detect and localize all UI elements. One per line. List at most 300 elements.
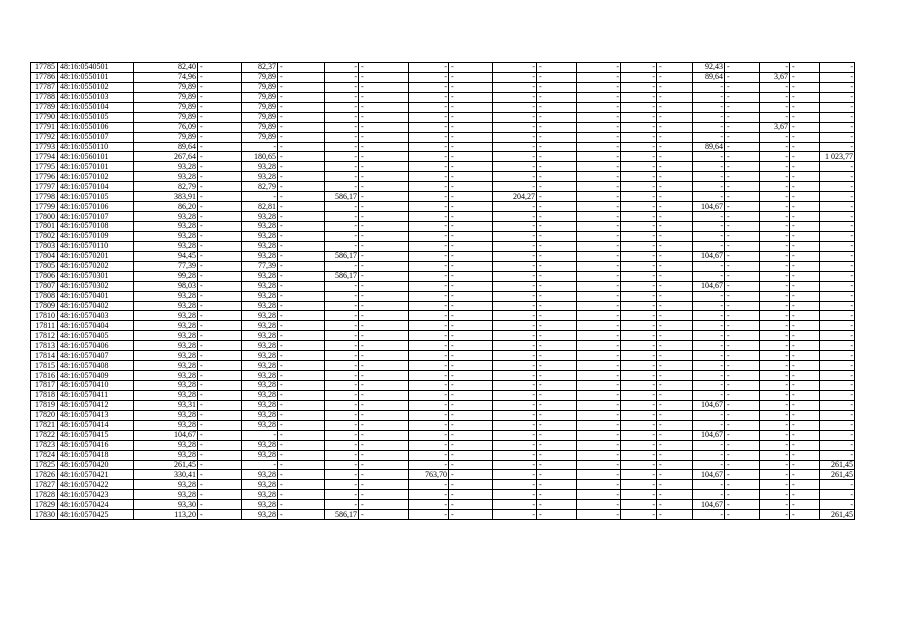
table-cell: 98,03 [134, 281, 198, 291]
table-cell: - [409, 212, 449, 222]
table-cell: - [409, 381, 449, 391]
table-cell: - [621, 241, 657, 251]
table-cell: - [278, 331, 325, 341]
table-body [31, 63, 855, 520]
table-cell: - [198, 390, 242, 400]
table-cell: 48:16:0570409 [58, 371, 134, 381]
table-row [31, 162, 855, 172]
table-row [31, 291, 855, 301]
table-cell: - [278, 291, 325, 301]
table-cell: - [657, 371, 693, 381]
table-row [31, 251, 855, 261]
data-table [30, 62, 855, 520]
table-cell: - [198, 440, 242, 450]
table-cell: 17790 [31, 112, 58, 122]
table-cell: - [278, 82, 325, 92]
table-cell: - [493, 371, 537, 381]
table-cell: - [725, 400, 760, 410]
table-cell: - [693, 261, 725, 271]
table-cell: - [621, 112, 657, 122]
table-cell: - [449, 301, 493, 311]
table-cell: - [198, 490, 242, 500]
table-cell: - [760, 371, 790, 381]
table-cell: - [725, 390, 760, 400]
table-cell: 104,67 [693, 430, 725, 440]
table-cell: - [725, 311, 760, 321]
table-cell: - [790, 410, 820, 420]
table-cell: - [278, 122, 325, 132]
table-cell: - [537, 371, 577, 381]
table-cell: - [359, 291, 409, 301]
table-cell: - [725, 241, 760, 251]
table-cell: 93,28 [134, 410, 198, 420]
table-cell: - [325, 351, 359, 361]
table-cell: 48:16:0570416 [58, 440, 134, 450]
table-cell: - [537, 82, 577, 92]
table-cell: - [409, 321, 449, 331]
table-cell: 89,64 [693, 142, 725, 152]
table-cell: 48:16:0540501 [58, 63, 134, 73]
table-cell: - [621, 351, 657, 361]
table-cell: 93,28 [134, 341, 198, 351]
table-cell: 17802 [31, 231, 58, 241]
table-cell: - [359, 72, 409, 82]
table-cell: - [409, 152, 449, 162]
table-cell: - [278, 321, 325, 331]
table-cell: 77,39 [242, 261, 278, 271]
table-cell: - [409, 112, 449, 122]
table-cell: - [621, 301, 657, 311]
table-cell: - [493, 351, 537, 361]
table-cell: 93,28 [242, 390, 278, 400]
table-cell: - [449, 271, 493, 281]
table-cell: - [725, 470, 760, 480]
table-cell: - [657, 222, 693, 232]
table-cell: - [657, 381, 693, 391]
table-cell: - [621, 331, 657, 341]
table-cell: 99,28 [134, 271, 198, 281]
table-cell: - [577, 470, 621, 480]
table-cell: - [278, 420, 325, 430]
table-cell: 86,20 [134, 202, 198, 212]
table-cell: 17830 [31, 510, 58, 520]
table-cell: 17822 [31, 430, 58, 440]
table-cell: - [278, 202, 325, 212]
table-cell: - [537, 410, 577, 420]
table-cell: - [493, 480, 537, 490]
table-cell: 204,27 [493, 192, 537, 202]
table-cell: 17807 [31, 281, 58, 291]
table-cell: - [725, 63, 760, 73]
table-cell: - [198, 301, 242, 311]
table-cell: - [693, 92, 725, 102]
table-cell: - [493, 420, 537, 430]
table-cell: 104,67 [693, 251, 725, 261]
table-cell: - [325, 470, 359, 480]
table-cell: - [577, 271, 621, 281]
table-cell: 93,28 [134, 311, 198, 321]
table-cell: 17786 [31, 72, 58, 82]
table-cell: - [621, 192, 657, 202]
table-cell: - [493, 500, 537, 510]
table-cell: - [493, 271, 537, 281]
table-cell: - [537, 251, 577, 261]
table-cell: - [537, 102, 577, 112]
table-cell: - [325, 321, 359, 331]
table-cell: - [657, 440, 693, 450]
table-cell: - [449, 102, 493, 112]
table-row [31, 470, 855, 480]
table-cell: - [577, 192, 621, 202]
table-cell: - [537, 351, 577, 361]
table-cell: - [693, 222, 725, 232]
table-cell: 89,64 [693, 72, 725, 82]
table-cell: - [493, 182, 537, 192]
table-cell: - [537, 450, 577, 460]
table-cell: 763,70 [409, 470, 449, 480]
table-cell: - [449, 390, 493, 400]
table-cell: - [693, 122, 725, 132]
table-cell: 93,28 [134, 212, 198, 222]
table-cell: - [657, 490, 693, 500]
table-cell: - [725, 450, 760, 460]
table-cell: - [409, 241, 449, 251]
table-cell: 93,28 [242, 410, 278, 420]
table-cell: - [198, 281, 242, 291]
table-cell: - [790, 142, 820, 152]
table-cell: - [409, 510, 449, 520]
table-cell: - [242, 192, 278, 202]
table-cell: - [820, 112, 855, 122]
table-cell: - [577, 281, 621, 291]
table-cell: - [790, 400, 820, 410]
table-cell: - [760, 440, 790, 450]
table-cell: - [278, 341, 325, 351]
table-cell: - [537, 390, 577, 400]
table-cell: - [657, 331, 693, 341]
table-cell: 48:16:0570105 [58, 192, 134, 202]
table-cell: - [820, 291, 855, 301]
table-cell: 48:16:0570402 [58, 301, 134, 311]
table-cell: - [278, 251, 325, 261]
table-cell: - [760, 152, 790, 162]
table-cell: - [760, 182, 790, 192]
table-cell: - [409, 122, 449, 132]
table-cell: - [577, 142, 621, 152]
table-cell: - [577, 301, 621, 311]
table-cell: - [760, 381, 790, 391]
table-cell: - [820, 261, 855, 271]
table-cell: 3,67 [760, 72, 790, 82]
table-cell: 93,28 [242, 281, 278, 291]
table-cell: - [449, 371, 493, 381]
table-cell: - [359, 231, 409, 241]
table-cell: - [359, 222, 409, 232]
table-cell: - [790, 291, 820, 301]
table-cell: 94,45 [134, 251, 198, 261]
table-cell: 48:16:0570301 [58, 271, 134, 281]
table-cell: - [790, 440, 820, 450]
table-cell: 92,43 [693, 63, 725, 73]
table-cell: - [198, 162, 242, 172]
table-cell: - [577, 390, 621, 400]
table-cell: - [820, 231, 855, 241]
table-cell: - [657, 460, 693, 470]
table-cell: - [409, 72, 449, 82]
table-cell: - [325, 480, 359, 490]
table-cell: - [409, 341, 449, 351]
table-cell: - [820, 450, 855, 460]
table-cell: - [409, 450, 449, 460]
table-cell: - [449, 490, 493, 500]
table-cell: - [493, 251, 537, 261]
table-cell: - [657, 400, 693, 410]
table-cell: - [760, 500, 790, 510]
table-cell: - [278, 440, 325, 450]
table-cell: - [657, 281, 693, 291]
table-cell: - [242, 430, 278, 440]
table-cell: - [493, 301, 537, 311]
table-cell: - [325, 311, 359, 321]
table-cell: - [760, 460, 790, 470]
table-cell: - [790, 480, 820, 490]
table-cell: - [493, 381, 537, 391]
table-cell: - [725, 331, 760, 341]
table-cell: - [790, 420, 820, 430]
table-cell: - [760, 321, 790, 331]
table-cell: - [493, 460, 537, 470]
table-cell: - [493, 172, 537, 182]
table-row [31, 311, 855, 321]
table-row [31, 271, 855, 281]
table-cell: - [693, 132, 725, 142]
table-cell: 17798 [31, 192, 58, 202]
table-cell: - [359, 490, 409, 500]
table-cell: - [790, 271, 820, 281]
table-cell: - [657, 430, 693, 440]
table-cell: - [278, 410, 325, 420]
table-cell: - [449, 231, 493, 241]
table-cell: - [359, 351, 409, 361]
table-cell: - [537, 142, 577, 152]
table-cell: - [278, 510, 325, 520]
table-row [31, 132, 855, 142]
table-cell: - [449, 361, 493, 371]
table-cell: 48:16:0570422 [58, 480, 134, 490]
table-cell: - [198, 420, 242, 430]
table-cell: 17805 [31, 261, 58, 271]
table-cell: 93,28 [242, 291, 278, 301]
table-cell: - [577, 162, 621, 172]
table-row [31, 241, 855, 251]
table-row [31, 480, 855, 490]
table-cell: 261,45 [820, 470, 855, 480]
table-cell: 48:16:0570106 [58, 202, 134, 212]
table-cell: - [577, 251, 621, 261]
table-cell: 48:16:0570424 [58, 500, 134, 510]
table-cell: 48:16:0550102 [58, 82, 134, 92]
table-cell: - [693, 381, 725, 391]
table-cell: - [359, 63, 409, 73]
table-cell: - [359, 440, 409, 450]
table-cell: - [725, 361, 760, 371]
table-cell: - [493, 400, 537, 410]
table-cell: - [577, 361, 621, 371]
table-cell: - [359, 480, 409, 490]
table-cell: - [537, 132, 577, 142]
table-cell: 74,96 [134, 72, 198, 82]
table-cell: - [449, 92, 493, 102]
table-cell: - [820, 321, 855, 331]
table-cell: - [493, 72, 537, 82]
table-cell: - [537, 420, 577, 430]
table-cell: - [278, 381, 325, 391]
table-cell: - [790, 132, 820, 142]
table-cell: - [657, 231, 693, 241]
table-cell: - [820, 361, 855, 371]
table-cell: - [760, 291, 790, 301]
table-cell: - [790, 510, 820, 520]
table-cell: 17829 [31, 500, 58, 510]
table-cell: - [760, 450, 790, 460]
table-cell: - [790, 450, 820, 460]
table-cell: 48:16:0570404 [58, 321, 134, 331]
table-cell: 17828 [31, 490, 58, 500]
table-cell: - [760, 430, 790, 440]
table-cell: 79,89 [242, 82, 278, 92]
table-cell: - [657, 132, 693, 142]
table-cell: - [577, 72, 621, 82]
table-cell: - [278, 172, 325, 182]
table-cell: - [325, 450, 359, 460]
table-row [31, 92, 855, 102]
table-cell: - [760, 390, 790, 400]
table-cell: - [409, 351, 449, 361]
table-row [31, 420, 855, 430]
table-cell: - [621, 231, 657, 241]
table-cell: - [693, 192, 725, 202]
table-cell: - [725, 371, 760, 381]
table-cell: 17795 [31, 162, 58, 172]
table-cell: - [325, 390, 359, 400]
table-cell: 48:16:0570201 [58, 251, 134, 261]
table-cell: - [693, 182, 725, 192]
table-cell: - [657, 112, 693, 122]
table-cell: 48:16:0550104 [58, 102, 134, 112]
table-cell: 93,28 [242, 311, 278, 321]
table-cell: 93,28 [134, 440, 198, 450]
table-cell: 261,45 [820, 460, 855, 470]
table-cell: 93,28 [134, 331, 198, 341]
table-cell: 17799 [31, 202, 58, 212]
table-cell: 82,79 [134, 182, 198, 192]
table-cell: - [278, 361, 325, 371]
table-cell: - [359, 361, 409, 371]
table-cell: - [325, 291, 359, 301]
table-cell: - [278, 222, 325, 232]
table-cell: 79,89 [242, 122, 278, 132]
table-cell: 76,09 [134, 122, 198, 132]
table-cell: - [325, 241, 359, 251]
table-cell: 48:16:0570418 [58, 450, 134, 460]
table-cell: 93,28 [242, 331, 278, 341]
table-cell: - [325, 132, 359, 142]
table-cell: - [325, 212, 359, 222]
table-cell: - [657, 122, 693, 132]
table-cell: - [278, 490, 325, 500]
table-cell: - [325, 430, 359, 440]
table-cell: - [725, 122, 760, 132]
table-cell: - [278, 450, 325, 460]
table-cell: - [325, 341, 359, 351]
table-cell: - [790, 341, 820, 351]
table-cell: - [278, 112, 325, 122]
table-cell: - [325, 102, 359, 112]
table-cell: - [621, 460, 657, 470]
table-cell: - [325, 142, 359, 152]
table-cell: 48:16:0570407 [58, 351, 134, 361]
table-cell: - [537, 92, 577, 102]
table-cell: - [493, 450, 537, 460]
table-cell: 17824 [31, 450, 58, 460]
table-cell: - [820, 420, 855, 430]
table-cell: - [359, 390, 409, 400]
table-cell: - [198, 460, 242, 470]
table-cell: - [325, 182, 359, 192]
table-cell: - [790, 182, 820, 192]
table-cell: - [449, 112, 493, 122]
table-row [31, 450, 855, 460]
table-cell: - [790, 301, 820, 311]
table-cell: - [693, 410, 725, 420]
table-cell: 93,31 [134, 400, 198, 410]
table-cell: - [359, 430, 409, 440]
table-row [31, 63, 855, 73]
table-cell: - [820, 281, 855, 291]
table-cell: - [725, 152, 760, 162]
table-cell: - [537, 63, 577, 73]
table-cell: 48:16:0550110 [58, 142, 134, 152]
table-cell: - [325, 222, 359, 232]
table-cell: - [657, 152, 693, 162]
table-cell: - [790, 430, 820, 440]
table-cell: - [621, 420, 657, 430]
table-row [31, 381, 855, 391]
table-cell: - [409, 460, 449, 470]
table-cell: - [198, 331, 242, 341]
table-cell: - [790, 371, 820, 381]
table-cell: - [790, 361, 820, 371]
table-cell: 104,67 [693, 281, 725, 291]
table-cell: 93,28 [242, 271, 278, 281]
table-cell: 79,89 [242, 72, 278, 82]
table-cell: - [359, 142, 409, 152]
table-cell: - [409, 490, 449, 500]
table-cell: - [449, 222, 493, 232]
table-cell: - [760, 331, 790, 341]
table-cell: - [760, 241, 790, 251]
table-cell: - [325, 371, 359, 381]
table-cell: - [621, 400, 657, 410]
table-cell: - [359, 241, 409, 251]
table-row [31, 102, 855, 112]
table-cell: - [537, 470, 577, 480]
table-cell: - [657, 63, 693, 73]
table-cell: - [537, 172, 577, 182]
table-cell: - [621, 410, 657, 420]
table-cell: - [359, 92, 409, 102]
table-cell: - [449, 63, 493, 73]
